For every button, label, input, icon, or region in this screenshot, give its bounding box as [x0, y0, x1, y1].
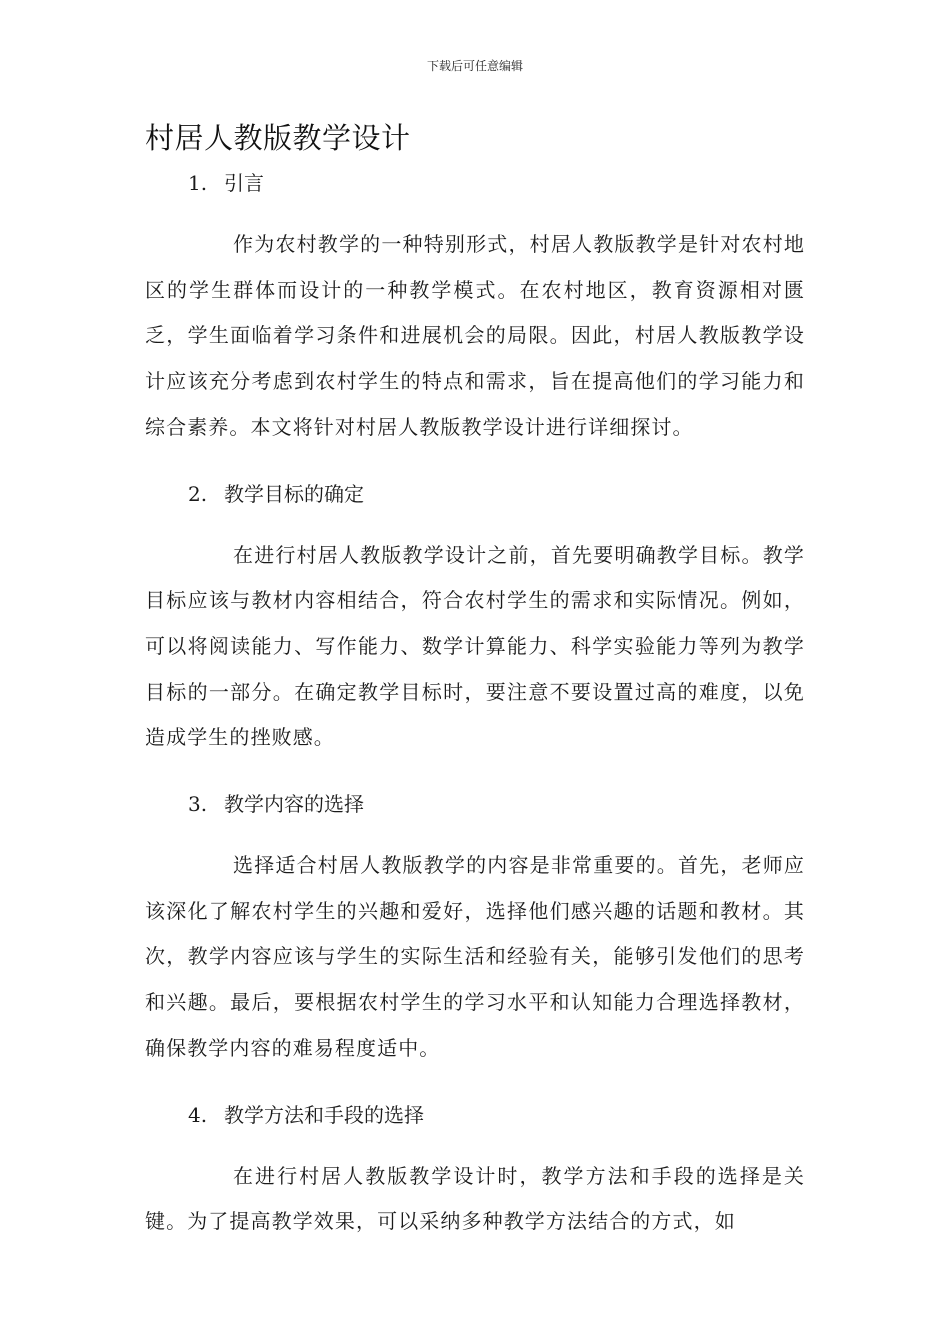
section-title: 引言 [224, 171, 264, 195]
section-number: 1. [188, 171, 208, 195]
document-title: 村居人教版教学设计 [145, 121, 411, 155]
section-title: 教学目标的确定 [224, 481, 364, 506]
section-title: 教学内容的选择 [224, 792, 364, 817]
section-heading-2 [145, 479, 805, 509]
section-number: 2. [188, 481, 208, 506]
section-title: 教学方法和手段的选择 [224, 1102, 424, 1127]
section-heading-3 [145, 789, 805, 819]
section-number: 4. [188, 1102, 208, 1127]
document-body [145, 168, 805, 1273]
section-number: 3. [188, 792, 208, 817]
section-paragraph-1: 作为农村教学的一种特别形式，村居人教版教学是针对农村地区的学生群体而设计的一种教学模式。在农村地区，教育资源相对匮乏，学生面临着学习条件和进展机会的局限。因此，村居人教版教学设计应该充分考虑到农村学生的特点和需求，旨在提高他们的学习能力和综合素养。本文将针对村居人教版教学设计进行详细探讨。 [145, 232, 805, 439]
section-heading-4 [145, 1100, 805, 1130]
section-paragraph-4: 在进行村居人教版教学设计时，教学方法和手段的选择是关键。为了提高教学效果，可以采纳多种教学方法结合的方式，如 [145, 1163, 805, 1234]
section-heading-1 [145, 168, 805, 198]
section-paragraph-3: 选择适合村居人教版教学的内容是非常重要的。首先，老师应该深化了解农村学生的兴趣和爱好，选择他们感兴趣的话题和教材。其次，教学内容应该与学生的实际生活和经验有关，能够引发他们的思考和兴趣。最后，要根据农村学生的学习水平和认知能力合理选择教材，确保教学内容的难易程度适中。 [145, 853, 805, 1060]
section-paragraph-2: 在进行村居人教版教学设计之前，首先要明确教学目标。教学目标应该与教材内容相结合，符合农村学生的需求和实际情况。例如，可以将阅读能力、写作能力、数学计算能力、科学实验能力等列为教学目标的一部分。在确定教学目标时，要注意不要设置过高的难度，以免造成学生的挫败感。 [145, 542, 805, 750]
header-note: 下载后可任意编辑 [426, 59, 523, 73]
